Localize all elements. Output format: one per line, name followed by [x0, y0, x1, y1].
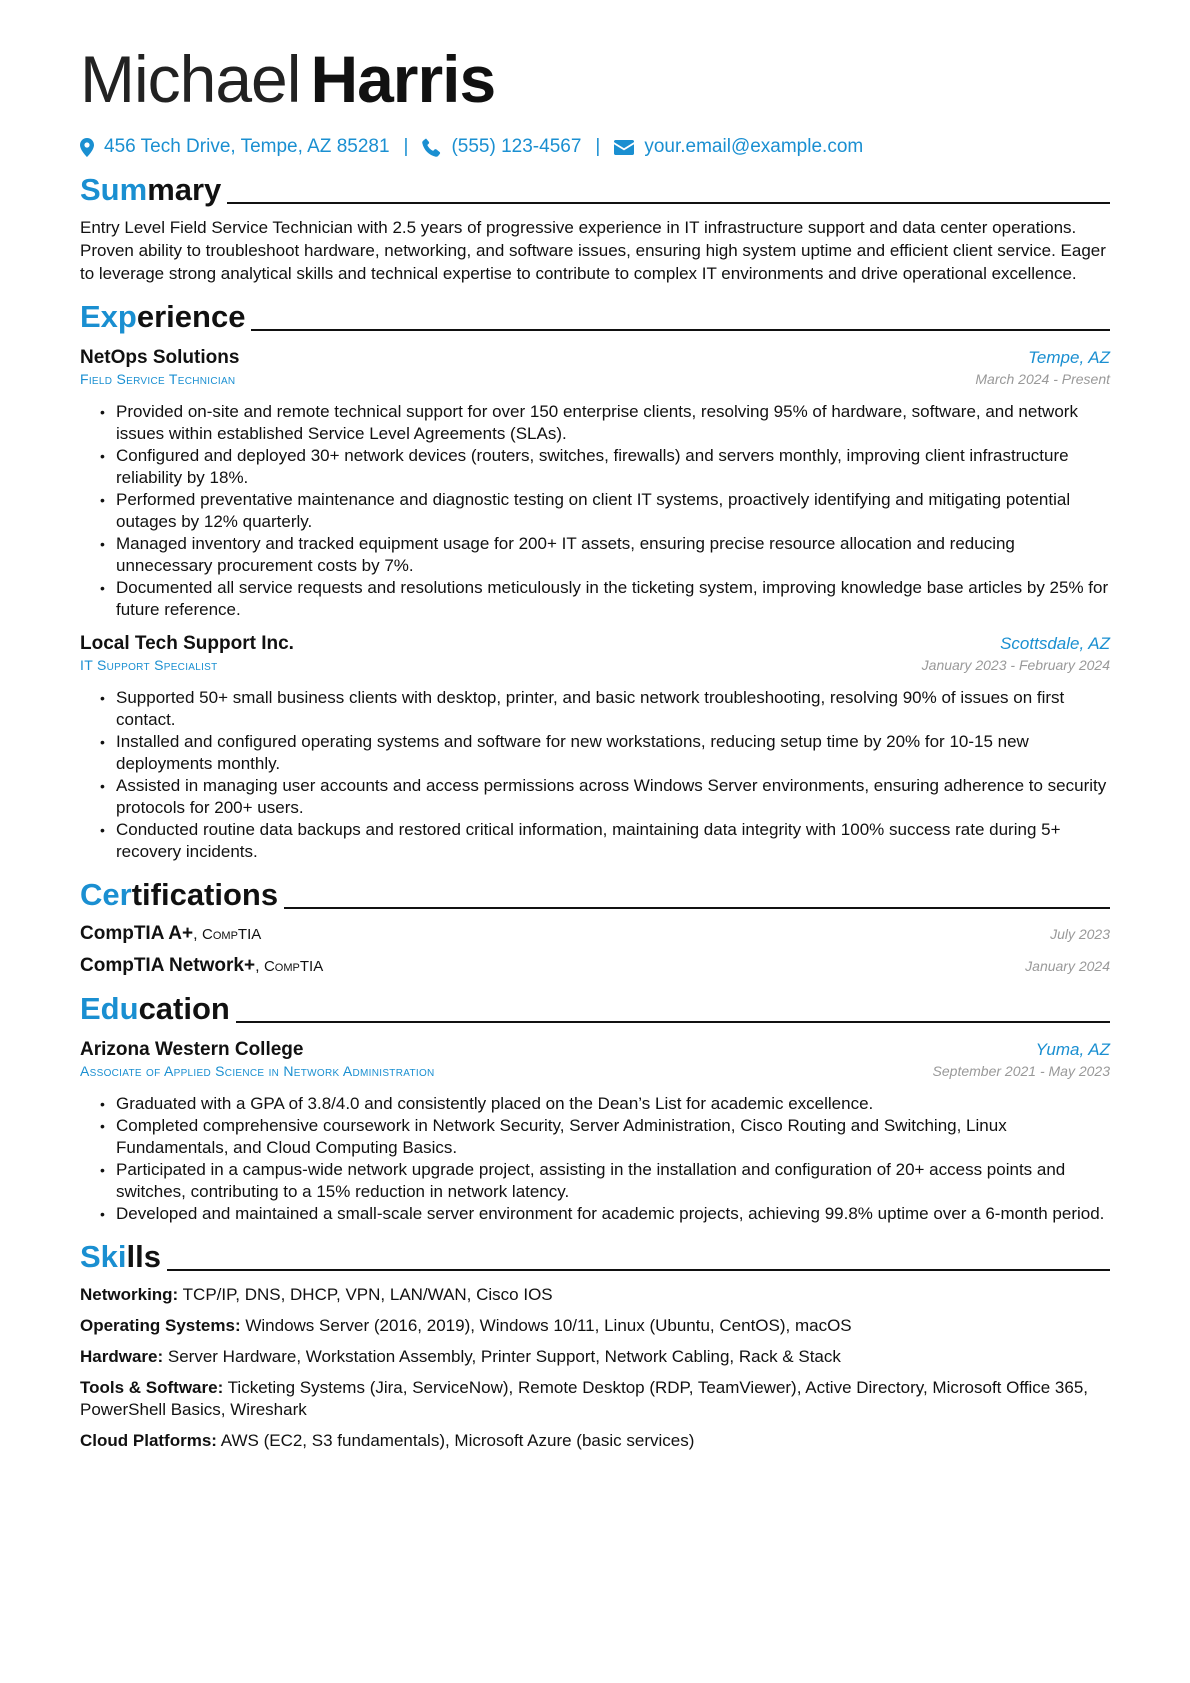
list-item: • Completed comprehensive coursework in Network Security, Server Administration, Cisco Routing and Switching, Linux Fundamentals, and Cloud Computing Basics.: [116, 1115, 1110, 1159]
skill-row: [80, 1284, 1110, 1306]
list-item: • Participated in a campus-wide network upgrade project, assisting in the installation and configuration of 20+ access points and switches, contributing to a 15% reduction in network latency.: [116, 1159, 1110, 1203]
section-title-accent: Exp: [80, 299, 137, 334]
school-location: Yuma, AZ: [1035, 1040, 1110, 1059]
list-item: • Graduated with a GPA of 3.8/4.0 and consistently placed on the Dean’s List for academic excellence.: [116, 1093, 1110, 1115]
envelope-icon: [614, 140, 634, 155]
certifications-heading: [80, 877, 1110, 913]
skill-row: [80, 1377, 1110, 1421]
certification-date: January 2024: [1025, 958, 1110, 974]
skill-value: AWS (EC2, S3 fundamentals), Microsoft Azure (basic services): [220, 1431, 695, 1450]
contact-separator: |: [403, 136, 409, 157]
candidate-name: [80, 40, 1110, 118]
experience-entry: [80, 633, 1110, 863]
education-heading: [80, 991, 1110, 1027]
experience-entry: [80, 347, 1110, 621]
company-name: NetOps Solutions: [80, 347, 240, 368]
section-rule: [227, 202, 1110, 204]
list-item: • Developed and maintained a small-scale server environment for academic projects, achieving 99.8% uptime over a 6-month period.: [116, 1203, 1110, 1225]
contact-line: [80, 136, 1110, 158]
certification-item: CompTIA Network+, CompTIA January 2024: [80, 955, 1110, 976]
experience-heading: [80, 299, 1110, 335]
list-item: • Supported 50+ small business clients with desktop, printer, and basic network troubleshooting, resolving 90% of issues on first contact.: [116, 687, 1110, 731]
job-location: Tempe, AZ: [1028, 348, 1110, 367]
certification-name: CompTIA A+: [80, 923, 194, 944]
email-link[interactable]: your.email@example.com: [644, 136, 864, 157]
last-name: Harris: [310, 42, 496, 116]
section-rule: [251, 329, 1110, 331]
education-bullets: [80, 1093, 1110, 1225]
skill-label: Cloud Platforms:: [80, 1431, 217, 1450]
job-dates: March 2024 - Present: [975, 371, 1110, 387]
skill-value: Windows Server (2016, 2019), Windows 10/11, Linux (Ubuntu, CentOS), macOS: [245, 1316, 852, 1335]
section-title-accent: Sum: [80, 172, 148, 207]
section-title: [80, 299, 245, 335]
certification-date: July 2023: [1050, 926, 1110, 942]
phone-icon: [422, 138, 441, 157]
first-name: Michael: [80, 42, 301, 116]
company-name: Local Tech Support Inc.: [80, 633, 294, 654]
job-title: Field Service Technician: [80, 371, 236, 387]
summary-heading: [80, 172, 1110, 208]
section-rule: [284, 907, 1110, 909]
email[interactable]: [614, 136, 863, 158]
section-title: [80, 877, 278, 913]
list-item: • Assisted in managing user accounts and access permissions across Windows Server environments, ensuring adherence to security protocols for 200+ users.: [116, 775, 1110, 819]
section-title-rest: erience: [136, 299, 246, 334]
address-text: 456 Tech Drive, Tempe, AZ 85281: [104, 136, 390, 157]
certification-issuer: CompTIA: [263, 958, 324, 975]
section-title-accent: Ski: [80, 1239, 127, 1274]
section-title-rest: cation: [138, 991, 230, 1026]
skill-row: [80, 1430, 1110, 1452]
map-marker-icon: [80, 138, 94, 157]
phone: [422, 136, 581, 158]
section-rule: [236, 1021, 1110, 1023]
section-title-accent: Edu: [80, 991, 139, 1026]
skill-label: Tools & Software:: [80, 1378, 224, 1397]
job-bullets: [80, 401, 1110, 621]
list-item: • Configured and deployed 30+ network devices (routers, switches, firewalls) and servers monthly, improving client infrastructure reliability by 18%.: [116, 445, 1110, 489]
job-title: IT Support Specialist: [80, 657, 218, 673]
section-title-rest: lls: [126, 1239, 161, 1274]
list-item: • Conducted routine data backups and restored critical information, maintaining data integrity with 100% success rate during 5+ recovery incidents.: [116, 819, 1110, 863]
skill-label: Operating Systems:: [80, 1316, 241, 1335]
skill-row: [80, 1346, 1110, 1368]
education-entry: [80, 1039, 1110, 1225]
certification-issuer: CompTIA: [202, 926, 262, 943]
section-title-accent: Cer: [80, 877, 132, 912]
certification-item: CompTIA A+, CompTIA July 2023: [80, 923, 1110, 944]
summary-text: Entry Level Field Service Technician with 2.5 years of progressive experience in IT infrastructure support and data center operations. Proven ability to troubleshoot hardware, networking, and software issues, ensuring high system uptime and efficient client service. Eager to leverage strong analytical skills and technical expertise to contribute to complex IT environments and drive operational excellence.: [80, 218, 1106, 283]
degree-name: Associate of Applied Science in Network Administration: [80, 1063, 435, 1079]
section-title-rest: tifications: [131, 877, 279, 912]
list-item: • Provided on-site and remote technical support for over 150 enterprise clients, resolving 95% of hardware, software, and network issues within established Service Level Agreements (SLAs).: [116, 401, 1110, 445]
skill-label: Hardware:: [80, 1347, 164, 1366]
skill-value: Server Hardware, Workstation Assembly, Printer Support, Network Cabling, Rack & Stack: [167, 1347, 841, 1366]
list-item: • Documented all service requests and resolutions meticulously in the ticketing system, improving knowledge base articles by 25% for future reference.: [116, 577, 1110, 621]
skill-value: Ticketing Systems (Jira, ServiceNow), Remote Desktop (RDP, TeamViewer), Active Directory, Microsoft Office 365, PowerShell Basics, Wireshark: [80, 1378, 1089, 1419]
section-title: [80, 172, 221, 208]
skills-heading: [80, 1239, 1110, 1275]
list-item: • Installed and configured operating systems and software for new workstations, reducing setup time by 20% for 10-15 new deployments monthly.: [116, 731, 1110, 775]
job-dates: January 2023 - February 2024: [921, 657, 1110, 673]
address: [80, 136, 390, 158]
job-bullets: [80, 687, 1110, 863]
contact-separator: |: [595, 136, 601, 157]
certification-name: CompTIA Network+: [80, 955, 256, 976]
job-location: Scottsdale, AZ: [1000, 634, 1110, 653]
section-rule: [167, 1269, 1110, 1271]
section-title: [80, 991, 230, 1027]
skill-label: Networking:: [80, 1285, 179, 1304]
list-item: • Managed inventory and tracked equipment usage for 200+ IT assets, ensuring precise resource allocation and reducing unnecessary procurement costs by 7%.: [116, 533, 1110, 577]
skill-row: [80, 1315, 1110, 1337]
school-name: Arizona Western College: [80, 1039, 304, 1060]
section-title-rest: mary: [147, 172, 222, 207]
section-title: [80, 1239, 161, 1275]
list-item: • Performed preventative maintenance and diagnostic testing on client IT systems, proactively identifying and mitigating potential outages by 12% quarterly.: [116, 489, 1110, 533]
education-dates: September 2021 - May 2023: [932, 1063, 1110, 1079]
skill-value: TCP/IP, DNS, DHCP, VPN, LAN/WAN, Cisco IOS: [182, 1285, 553, 1304]
phone-text: (555) 123-4567: [451, 136, 582, 157]
